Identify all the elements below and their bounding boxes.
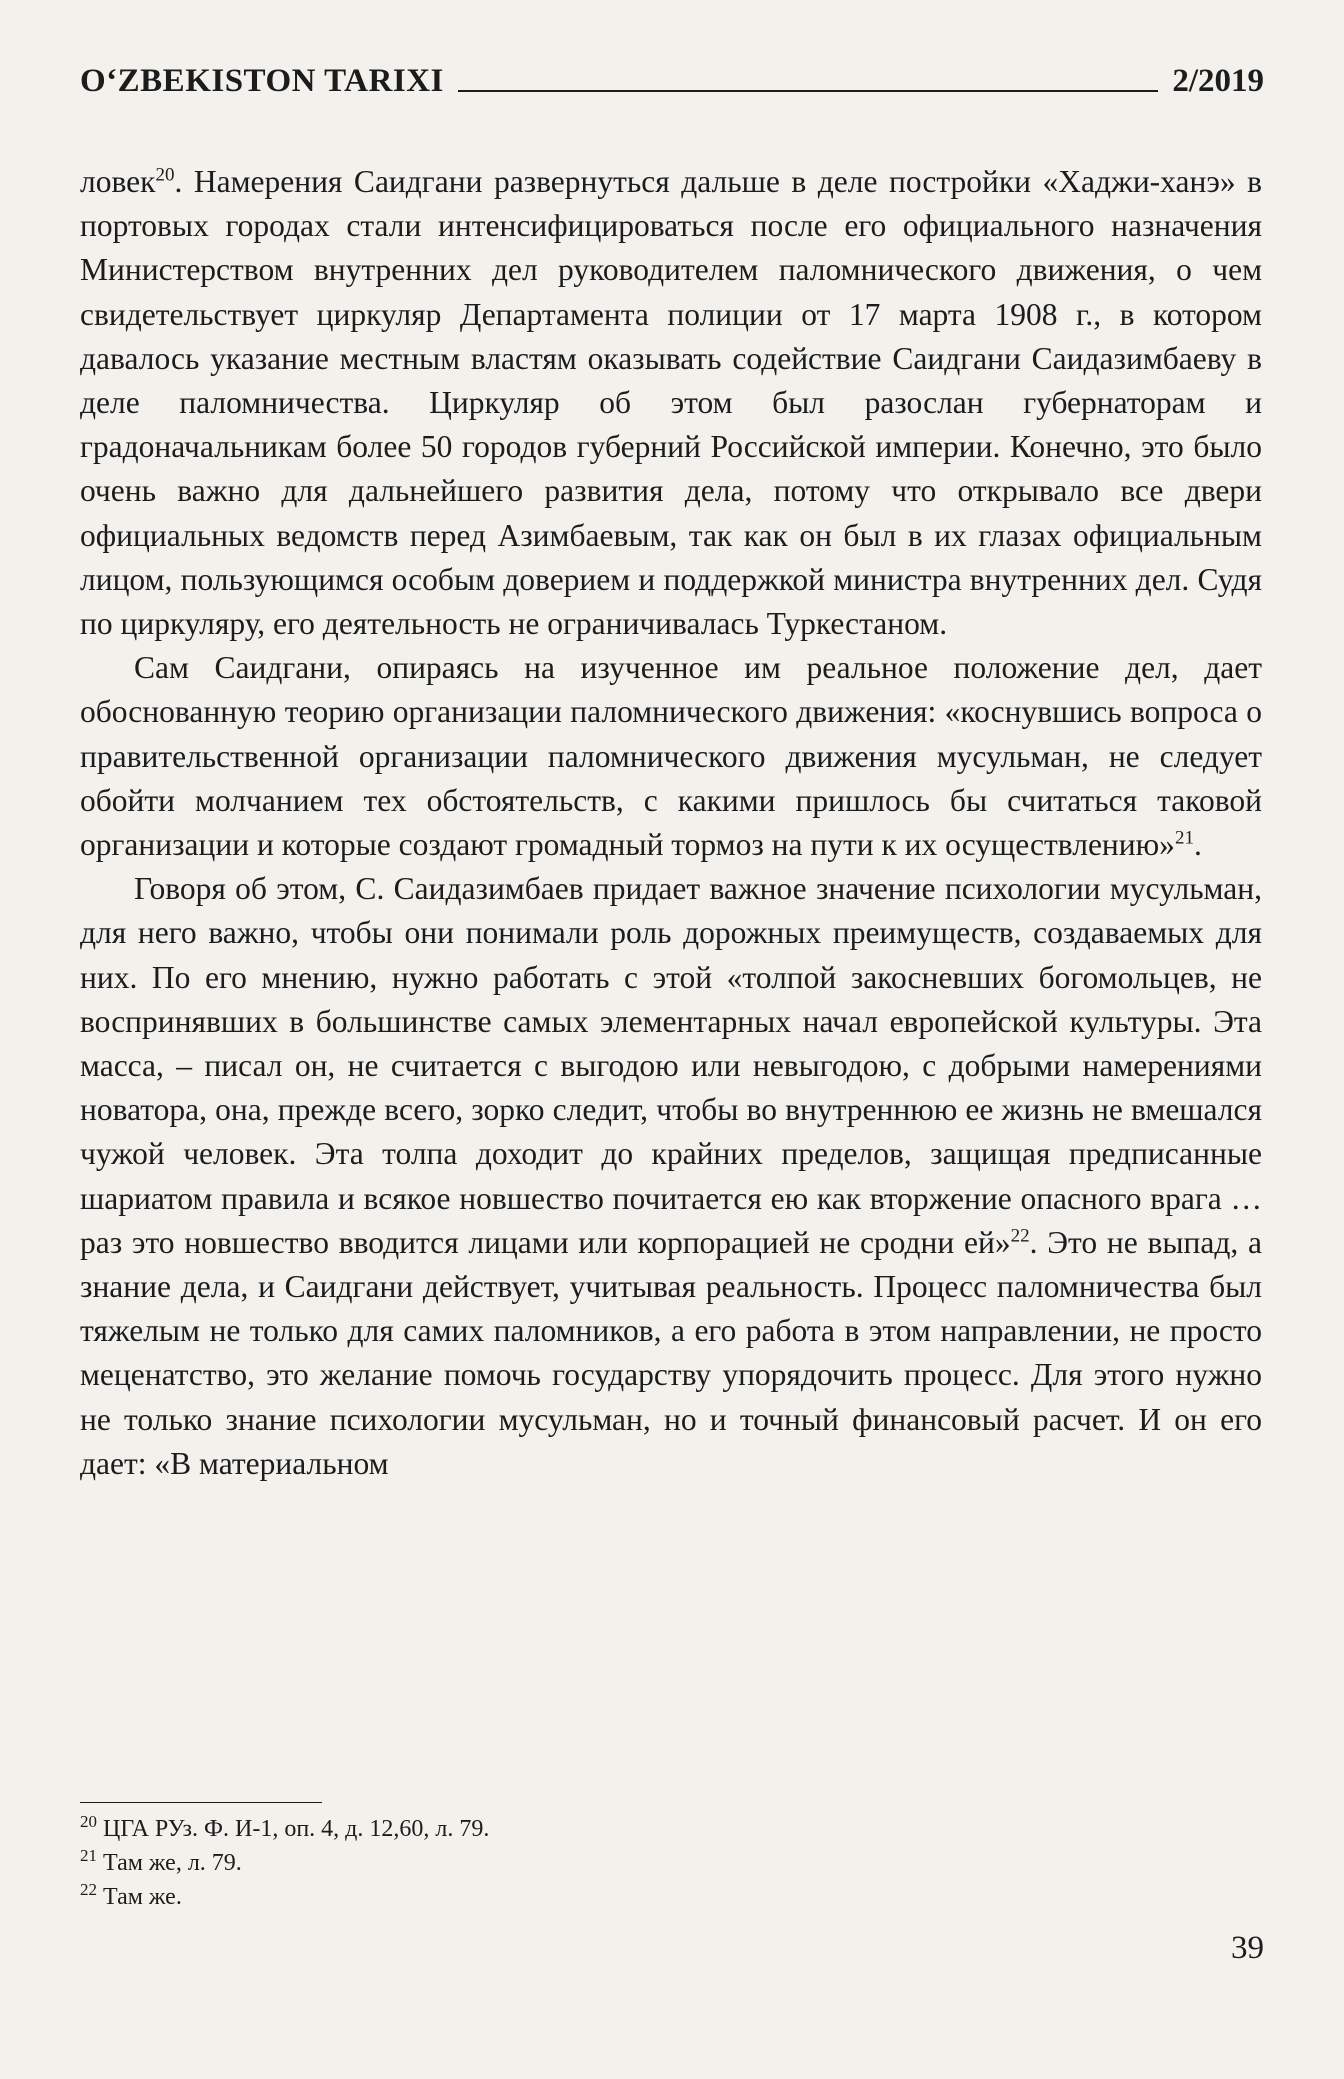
footnote-ref-21: 21	[1174, 827, 1194, 849]
header-rule	[458, 90, 1158, 92]
article-body	[80, 160, 1262, 1486]
footnote-number: 20	[80, 1812, 97, 1831]
paragraph-1-text-a: ловек	[80, 164, 156, 199]
paragraph-2	[80, 646, 1262, 867]
paragraph-2-text-a: Сам Саидгани, опираясь на изученное им реальное положение дел, дает обоснованную теорию организации паломнического движения: «коснувшись вопроса о правительственной организации паломнического движения мусульман, не следует обойти молчанием тех обстоятельств, с какими пришлось бы считаться таковой организации и которые создают громадный тормоз на пути к их осуществлению»	[80, 650, 1262, 863]
footnote-ref-22: 22	[1010, 1225, 1030, 1247]
footnote-21	[80, 1846, 1262, 1880]
footnote-number: 22	[80, 1880, 97, 1899]
paragraph-1-text-b: . Намерения Саидгани развернуться дальше в деле постройки «Хаджи-ханэ» в портовых городах стали интенсифицироваться после его официального назначения Министерством внутренних дел руководителем паломнического движения, о чем свидетельствует циркуляр Департамента полиции от 17 марта 1908 г., в котором давалось указание местным властям оказывать содействие Саидгани Саидазимбаеву в деле паломничества. Циркуляр об этом был разослан губернаторам и градоначальникам более 50 городов губерний Российской империи. Конечно, это было очень важно для дальнейшего развития дела, потому что открывало все двери официальных ведомств перед Азимбаевым, так как он был в их глазах официальным лицом, пользующимся особым доверием и поддержкой министра внутренних дел. Судя по циркуляру, его деятельность не ограничивалась Туркестаном.	[80, 164, 1262, 642]
footnote-text: ЦГА РУз. Ф. И-1, оп. 4, д. 12,60, л. 79.	[103, 1816, 490, 1842]
footnote-text: Там же, л. 79.	[103, 1850, 242, 1876]
paragraph-3-text-a: Говоря об этом, С. Саидазимбаев придает важное значение психологии мусульман, для него важно, чтобы они понимали роль дорожных преимуществ, создаваемых для них. По его мнению, нужно работать с этой «толпой закосневших богомольцев, не воспринявших в большинстве самых элементарных начал европейской культуры. Эта масса, – писал он, не считается с выгодою или невыгодою, с добрыми намерениями новатора, она, прежде всего, зорко следит, чтобы во внутреннюю ее жизнь не вмешался чужой человек. Эта толпа доходит до крайних пределов, защищая предписанные шариатом правила и всякое новшество почитается ею как вторжение опасного врага … раз это новшество вводится лицами или корпорацией не сродни ей»	[80, 871, 1262, 1260]
footnotes	[80, 1812, 1262, 1914]
issue-number: 2/2019	[1172, 63, 1264, 99]
paragraph-1	[80, 160, 1262, 646]
footnote-20	[80, 1812, 1262, 1846]
footnote-number: 21	[80, 1846, 97, 1865]
running-header	[80, 52, 1264, 100]
paragraph-3-text-b: . Это не выпад, а знание дела, и Саидгани действует, учитывая реальность. Процесс паломничества был тяжелым не только для самих паломников, а его работа в этом направлении, не просто меценатство, это желание помочь государству упорядочить процесс. Для этого нужно не только знание психологии мусульман, но и точный финансовый расчет. И он его дает: «В материальном	[80, 1224, 1262, 1481]
paragraph-2-text-b: .	[1193, 827, 1202, 863]
page-number: 39	[1231, 1930, 1264, 1966]
journal-title: O‘ZBEKISTON TARIXI	[80, 63, 444, 99]
footnote-ref-20: 20	[155, 164, 175, 186]
footnote-text: Там же.	[103, 1884, 182, 1910]
paragraph-3	[80, 867, 1262, 1486]
footnote-22	[80, 1880, 1262, 1914]
footnote-separator	[80, 1802, 322, 1803]
